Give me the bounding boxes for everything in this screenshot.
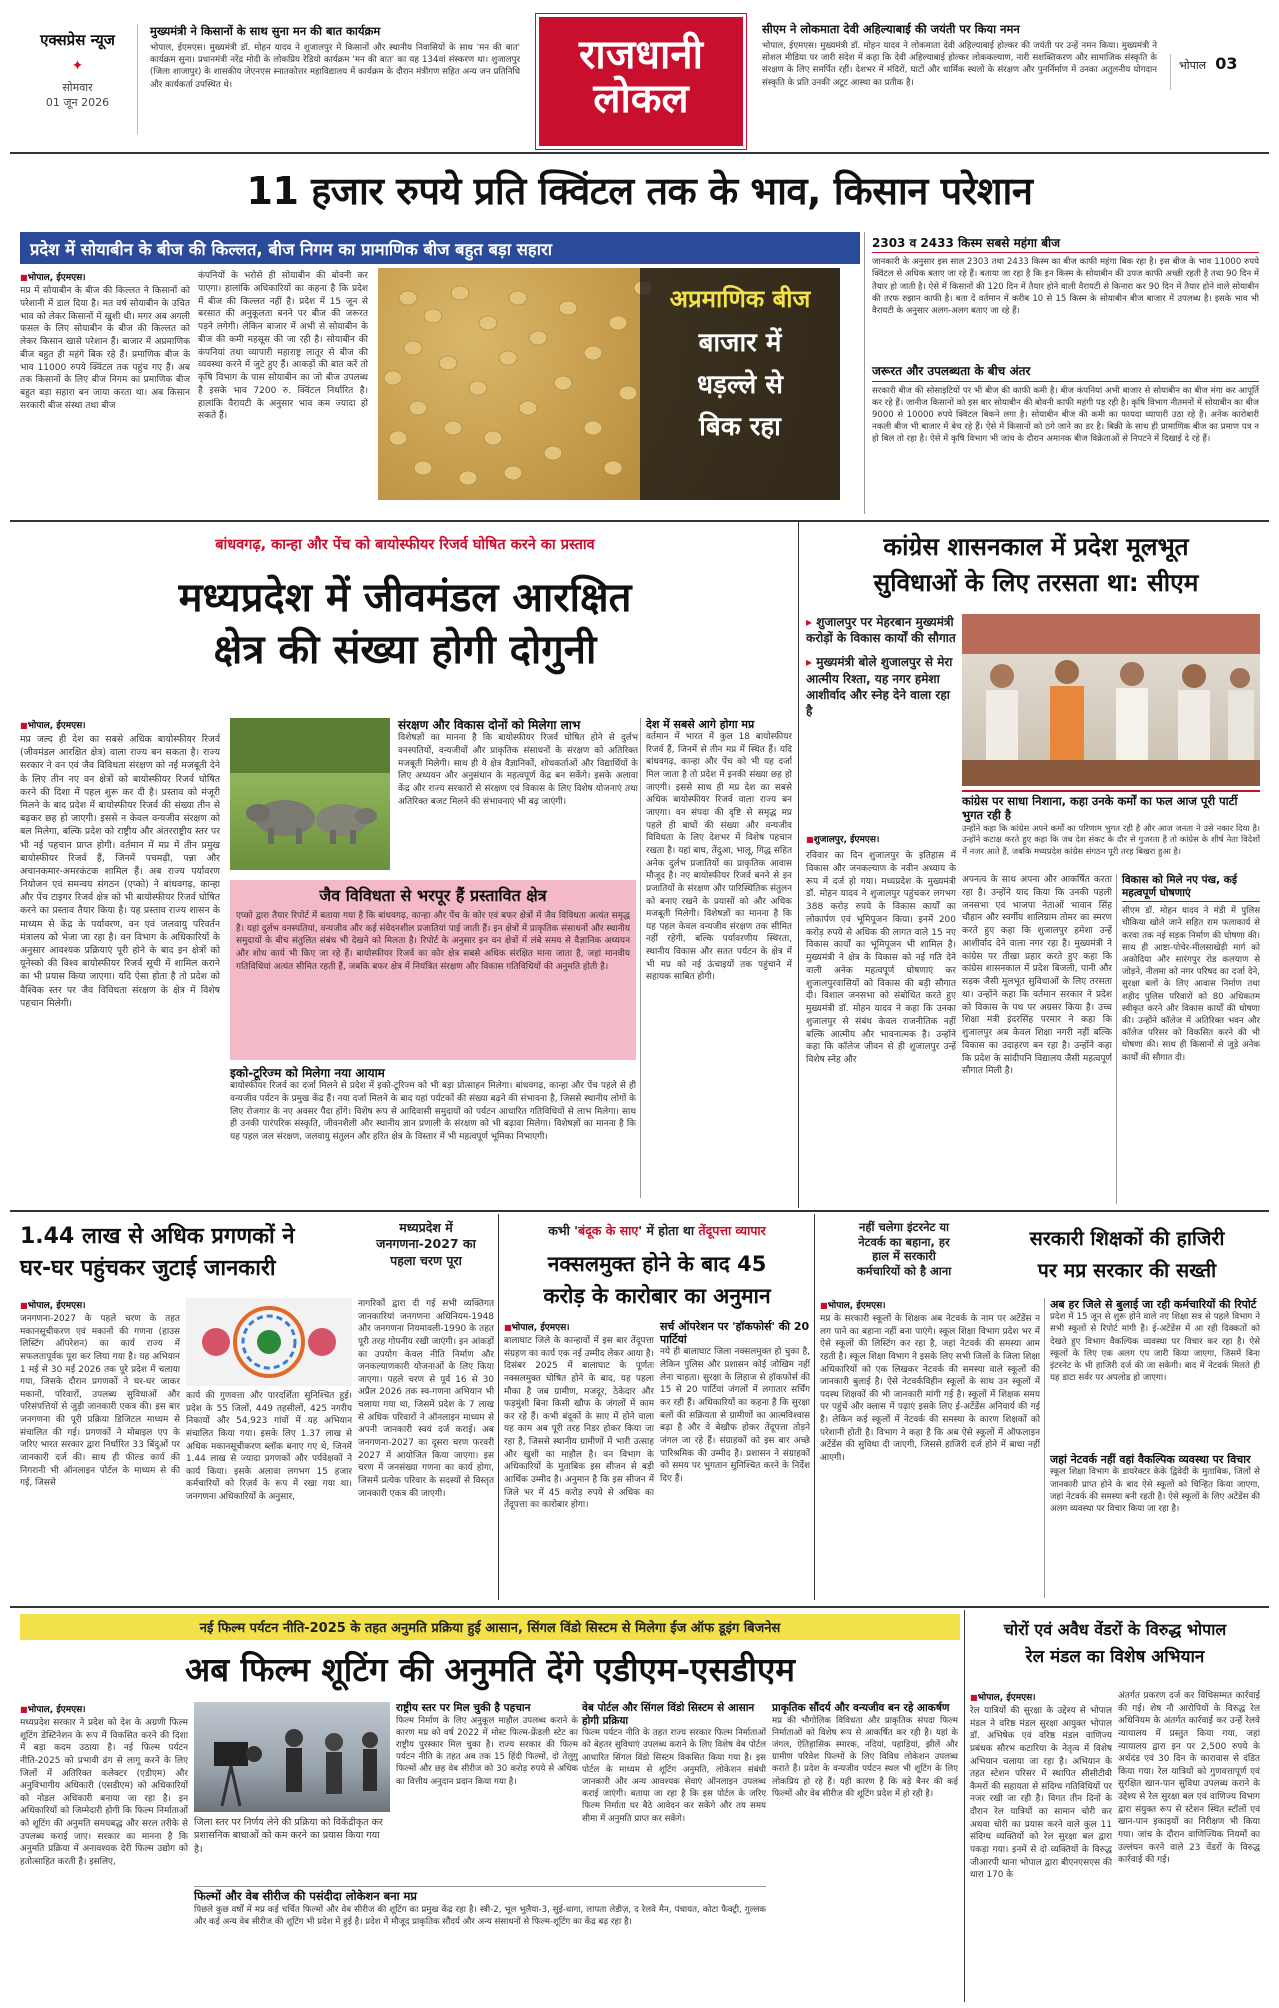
film-shoot-photo [194, 1702, 390, 1812]
top-right-text: भोपाल, ईएमएस। मुख्यमंत्री डॉ. मोहन यादव ने लोकमाता देवी अहिल्याबाई होल्कर की जयंती पर उन्हें नमन किया। मुख्यमंत्री ने सोशल मीडिया पर जारी संदेश में कहा कि देवी अहिल्याबाई होल्कर लोककल्याण, नारी सशक्तिकरण और सामाजिक संस्कृति के संरक्षण के लिए समर्पित रहीं। देशभर में मंदिरों, घाटों और धार्मिक स्थलों के संरक्षण और पुनर्निर्माण में उनका अतुलनीय योगदान संस्कृति के प्रति उनकी अटूट आस्था का प्रतीक है। [762, 41, 1157, 88]
soybean-callout-3: धड़ल्ले से [697, 370, 783, 400]
bio-pink-text: एप्को द्वारा तैयार रिपोर्ट में बताया गया है कि बांधवगढ़, कान्हा और पेंच के कोर एवं बफर क्षेत्रों में जैव विविधता अत्यंत समृद्ध है। यहां दुर्लभ वनस्पतियां, वन्यजीव और कई संवेदनशील प्रजातियां पाई जाती हैं। इन क्षेत्रों में प्राकृतिक संसाधनों और स्थानीय समुदायों के बीच संतुलित संबंध भी देखने को मिलता है। रिपोर्ट के अनुसार इन वन क्षेत्रों में लंबे समय से वैज्ञानिक अध्ययन और शोध कार्य भी किए जा रहे हैं। बायोस्फीयर रिजर्व का कोर क्षेत्र सबसे अधिक संरक्षित माना जाता है, जहां मानवीय गतिविधियां अत्यंत सीमित रहती हैं, जबकि बफर क्षेत्र में नियंत्रित संरक्षण और विकास गतिविधियों की अनुमति होती है। [236, 911, 630, 972]
film-c3-text: फिल्म पर्यटन नीति के तहत राज्य सरकार फिल्म निर्माताओं को बेहतर सुविधाएं उपलब्ध कराने के लिए विशेष वेब पोर्टल आधारित सिंगल विंडो सिस्टम विकसित किया गया है। इस पोर्टल के माध्यम से शूटिंग अनुमति, लोकेशन संबंधी जानकारी और अन्य आवश्यक सेवाएं ऑनलाइन उपलब्ध कराई जाएंगी। बताया जा रहा है कि इस पोर्टल के जरिए फिल्म निर्माता घर बैठे आवेदन कर सकेंगे और तय समय सीमा में अनुमति प्राप्त कर सकेंगे। [582, 1728, 766, 1824]
census-logo-image [186, 1298, 352, 1386]
arrow-icon: ▸ [806, 655, 817, 670]
cong-pull-text: उन्होंने कहा कि कांग्रेस अपने कर्मों का परिणाम भुगत रही है और आज जनता ने उसे नकार दिया है। उन्होंने कटाक्ष करते हुए कहा कि जब देश संकट के दौर से गुजरता है तो कांग्रेस के शीर्ष नेता विदेशों में नजर आते हैं, जबकि मध्यप्रदेश कांग्रेस संगठन पूरी तरह बिखरा हुआ है। [962, 822, 1260, 857]
census-headline-1: 1.44 लाख से अधिक प्रगणकों ने [20, 1224, 295, 1249]
film-bottom-title: फिल्मों और वेब सीरीज की पसंदीदा लोकेशन बना मप्र [194, 1889, 417, 1903]
masthead-date: 01 जून 2026 [45, 96, 110, 109]
film-byline: ■ भोपाल, ईएमएस। [20, 1702, 188, 1715]
bio-eco [230, 1066, 636, 1204]
rail-headline-2: रेल मंडल का विशेष अभियान [1025, 1647, 1205, 1667]
teacher-kicker-2: नेटवर्क का बहाना, हर [858, 1234, 950, 1249]
lead-col1-text: मप्र में सोयाबीन के बीज की किल्लत ने किसानों को परेशानी में डाल दिया है। मत वर्ष सोयाबीन के उचित भाव को लेकर किसानों में खुशी थी। मगर अब अगली फसल के लिए सोयाबीन के बीज की किल्लत को लेकर किसान खासे परेशान हैं। बाजार में अप्रमाणिक बीज बहुत ही महंगे बिक रहे हैं। प्रमाणिक बीज के भाव 11000 रुपये क्विंटल तक पहुंच गए हैं। अब तक किसानों के लिए बीज निगम का प्रमाणिक बीज बहुत बड़ा सहारा बन जाया करता था। अब किसान सरकारी बीज संस्था तथा बीज [20, 286, 190, 411]
page-city: भोपाल [1179, 59, 1207, 72]
rail-headline-1: चोरों एवं अवैध वेंडरों के विरुद्ध भोपाल [1003, 1620, 1227, 1639]
film-c3 [582, 1702, 766, 1882]
teacher-side2-title: जहां नेटवर्क नहीं वहां वैकल्पिक व्यवस्था पर विचार [1050, 1453, 1251, 1467]
film-c2 [396, 1702, 578, 1882]
lead-sidebar [872, 236, 1259, 512]
census-side-hd: मध्यप्रदेश में जनगणना-2027 का पहला चरण पूरा [376, 1220, 476, 1268]
masthead-brand-box [18, 24, 138, 134]
teacher-kicker-4: कर्मचारियों को है आना [856, 1264, 952, 1279]
naxal-kicker-d: तेंदूपत्ता व्यापार [698, 1223, 766, 1238]
film-bottom-text: पिछले कुछ वर्षों में मप्र कई चर्चित फिल्मों और वेब सीरीज की शूटिंग का प्रमुख केंद्र रहा है। स्त्री-2, भूल भुलैया-3, सुई-धागा, लापता लेडीज़, द रेलवे मैन, पंचायत, कोटा फैक्ट्री, गुल्लक और कई अन्य वेब सीरीज की शूटिंग भी प्रदेश में हुई है। प्रदेश में मौजूद प्राकृतिक सौंदर्य और अन्य संसाधनों से फिल्म-शूटिंग का केंद्र बढ़ रहा है। [194, 1904, 766, 1927]
lead-col1 [20, 270, 190, 510]
film-banner [20, 1614, 960, 1640]
bio-mid-title: संरक्षण और विकास दोनों को मिलेगा लाभ [398, 718, 581, 732]
teacher-side1-text: प्रदेश में 15 जून से शुरू होने वाले नए शिक्षा सत्र से पहले विभाग ने सभी स्कूलों से रिपोर्ट मांगी है। ई-अटेंडेंस में आ रही दिक्कतों को देखते हुए विभाग वैकल्पिक व्यवस्था पर विचार कर रहा है। ऐसे स्कूलों के लिए एक अलग एप जारी किया जाएगा, जिसमें बिना इंटरनेट के भी हाजिरी दर्ज की जा सकेगी। बाद में नेटवर्क मिलते ही यह डाटा सर्वर पर अपलोड हो जाएगा। [1050, 1312, 1260, 1384]
rhino-silhouette [230, 718, 390, 870]
cong-side [1122, 874, 1260, 1204]
naxal-col1 [504, 1320, 654, 1600]
top-left-text: भोपाल, ईएमएस। मुख्यमंत्री डॉ. मोहन यादव ने शुजालपुर में किसानों और स्थानीय निवासियों के साथ 'मन की बात' कार्यक्रम सुना। प्रधानमंत्री नरेंद्र मोदी के लोकप्रिय रेडियो कार्यक्रम 'मन की बात' का यह 134वां संस्करण था। शुजालपुर (जिला शाजापुर) के शासकीय जेएनएस स्नातकोत्तर महाविद्यालय में कार्यक्रम के दौरान मंत्रीगण सहित अन्य जन प्रतिनिधि और कार्यकर्ता उपस्थित थे। [150, 43, 520, 90]
bio-col1 [20, 718, 220, 1202]
bio-mid-text: विशेषज्ञों का मानना है कि बायोस्फीयर रिजर्व घोषित होने से दुर्लभ वनस्पतियों, वन्यजीवों और प्राकृतिक संसाधनों के संरक्षण को अतिरिक्त मजबूती मिलेगी। साथ ही ये क्षेत्र वैज्ञानिकों, शोधकर्ताओं और विद्यार्थियों के लिए अध्ययन और अनुसंधान के महत्वपूर्ण केंद्र बन सकेंगे। इसके अलावा केंद्र और राज्य सरकारों से संरक्षण एवं विकास के लिए विशेष योजनाएं तथा अतिरिक्त बजट मिलने की संभावनाएं भी बढ़ जाएंगी। [398, 733, 638, 807]
teacher-kicker [820, 1220, 988, 1279]
soybean-callout-4: बिक रहा [699, 412, 781, 442]
film-img-caption: जिला स्तर पर निर्णय लेने की प्रक्रिया को विकेंद्रीकृत कर प्रशासनिक बाधाओं को कम करने का प्रयास किया गया है। [194, 1817, 383, 1855]
bio-eco-text: बायोस्फीयर रिजर्व का दर्जा मिलने से प्रदेश में इको-टूरिज्म को भी बड़ा प्रोत्साहन मिलेगा। बांधवगढ़, कान्हा और पेंच पहले से ही वन्यजीव पर्यटन के प्रमुख केंद्र हैं। नया दर्जा मिलने के बाद यहां पर्यटकों की संख्या बढ़ने की संभावना है, जिससे स्थानीय लोगों के लिए रोजगार के नए अवसर पैदा होंगे। विशेष रूप से आदिवासी समुदायों को पर्यटन आधारित गतिविधियों से लाभ मिलेगा। साथ ही उनकी पारंपरिक संस्कृति, जीवनशैली और स्थानीय ज्ञान प्रणाली के संरक्षण को भी बढ़ावा मिलेगा। विशेषज्ञों का मानना है कि यह पहल जल संरक्षण, जलवायु संतुलन और हरित क्षेत्र के विस्तार में भी महत्वपूर्ण भूमिका निभाएगी। [230, 1081, 636, 1142]
census-col2 [186, 1390, 352, 1598]
naxal-kicker-a: कभी ' [548, 1223, 579, 1238]
rail-byline: ■ भोपाल, ईएमएस। [970, 1690, 1112, 1703]
film-c4-text: मप्र की भौगोलिक विविधता और प्राकृतिक संपदा फिल्म निर्माताओं को विशेष रूप से आकर्षित कर रही है। यहां के जंगल, ऐतिहासिक स्मारक, नदियां, पहाड़ियां, झीलें और ग्रामीण परिवेश फिल्मों के लिए विविध लोकेशन उपलब्ध कराते हैं। प्रदेश के वन्यजीव पर्यटन स्थल भी शूटिंग के लिए लोकप्रिय हो रहे हैं। यही कारण है कि बड़े बैनर की कई फिल्मों और वेब सीरीज की शूटिंग प्रदेश में हो रही है। [772, 1715, 958, 1799]
soybean-photo [378, 268, 840, 500]
census-col1-text: जनगणना-2027 के पहले चरण के तहत मकानसूचीकरण एवं मकानों की गणना (हाउस लिस्टिंग ऑपरेशन) का कार्य राज्य में सफलतापूर्वक पूरा कर लिया गया है। यह अभियान 1 मई से 30 मई 2026 तक पूरे प्रदेश में चलाया गया, जिसके दौरान प्रगणकों ने घर-घर जाकर मकानों, परिवारों, उपलब्ध सुविधाओं और परिसंपत्तियों से जुड़ी जानकारी एकत्र की। इस बार जनगणना की पूरी प्रक्रिया डिजिटल माध्यम से संचालित की गई। प्रगणकों ने मोबाइल एप के जरिए भारत सरकार द्वारा निर्धारित 33 बिंदुओं पर जानकारी दर्ज की। साथ ही फील्ड कार्य की निगरानी भी ऑनलाइन पोर्टल के माध्यम से की गई, जिससे [20, 1314, 180, 1489]
soybean-callout-1: अप्रमाणिक बीज [669, 285, 811, 313]
naxal-kicker-b: बंदूक के साए [578, 1223, 639, 1238]
bio-right-title: देश में सबसे आगे होगा मप्र [646, 718, 755, 731]
naxal-kicker [504, 1222, 810, 1239]
cong-pull-box [962, 790, 1260, 868]
soybean-callout-2: बाजार में [698, 328, 782, 358]
lead-side2-text: सरकारी बीज की सोसाइटियों पर भी बीज की काफी कमी है। बीज कंपनियां अभी बाजार से सोयाबीन का बीज मंगा कर आपूर्ति कर रहे हैं। जानीज किसानों को इस बार सोयाबीन की बोवनी काफी महंगी पड़ रही है। कृषि विभाग नीतमनों में सोयाबीन का बीज 9000 से 10000 रुपये क्विंटल बिकने लगा है। सोयाबीन बीज की कमी का फायदा व्यापारी उठा रहे हैं। अनेक कारोबारी नकली बीज भी बाजार में बेच रहे हैं। ऐसे में किसानों को ठगे जाने का डर है। बिक्री के साथ ही प्रामाणिक बीज का प्रमाण पत्र न हो बिल तो रहा है। ऐसे में कृषि विभाग भी जांच के दौरान अमानक बीज विक्रेताओं से निपटने में दिखाई दे रहे हैं। [872, 385, 1259, 445]
naxal-sub-title: सर्च ऑपरेशन पर 'हॉकफोर्स' की 20 पार्टियां [660, 1320, 810, 1347]
teacher-headline-1: सरकारी शिक्षकों की हाजिरी [1029, 1227, 1225, 1250]
teacher-kicker-3: हाल में सरकारी [872, 1249, 936, 1264]
teacher-headline-2: पर मप्र सरकार की सख्ती [1037, 1259, 1217, 1282]
lead-banner-text: प्रदेश में सोयाबीन के बीज की किल्लत, बीज निगम का प्रामाणिक बीज बहुत बड़ा सहारा [30, 240, 552, 259]
teacher-col1-text: मप्र के सरकारी स्कूलों के शिक्षक अब नेटवर्क के नाम पर अटेंडेंस न लग पाने का बहाना नहीं बना पाएंगे। स्कूल शिक्षा विभाग प्रदेश भर में ऐसे स्कूलों की लिस्टिंग कर रहा है, जहां नेटवर्क की समस्या आम रहती है। स्कूल शिक्षा विभाग ने इसके लिए सभी जिलों के जिला शिक्षा अधिकारियों को एक लिखकर नेटवर्क की समस्या वाले स्कूलों की जानकारी बुलाई है। ऐसे नेटवर्कविहीन स्कूलों के साथ उन स्कूलों में पदस्थ शिक्षकों की भी जानकारी मांगी गई है। स्कूलों में शिक्षक समय पर पहुंचें और क्लास में पढ़ाएं इसके लिए ई-अटेंडेंस अनिवार्य की गई है। लेकिन कई स्कूलों में नेटवर्क की समस्या के कारण शिक्षकों को परेशानी होती है। विभाग ने कहा है कि अब ऐसे स्कूलों में ऑफलाइन अटेंडेंस की सुविधा दी जाएगी, जिससे हाजिरी दर्ज होने में बाधा नहीं आएगी। [820, 1314, 1040, 1464]
soybean-callout [640, 282, 840, 443]
lead-col2 [198, 270, 368, 510]
top-right-story [762, 22, 1157, 137]
bio-kicker: बांधवगढ़, कान्हा और पेंच को बायोस्फीयर रिजर्व घोषित करने का प्रस्ताव [215, 537, 595, 553]
teacher-side [1050, 1298, 1260, 1600]
cong-side-text: सीएम डॉ. मोहन यादव ने मंडी में पुलिस चौकिया खोले जाने सहित राम फलाकार्य से करवा तक नई सड़क निर्माण की घोषणा की। साथ ही आष्टा-पोचेर-मीलसाखेड़ी मार्ग को अकोदिया और सारंगपुर रोड कलयाण से जोड़ने, नीलमा को नगर परिषद का दर्जा देने, सुरक्षा बलों के लिए आवास निर्माण तथा शहीद पुलिस परिवारों को 80 अधिकतम स्वीकृत करने और विकास कार्यों की घोषणा की। उन्होंने कॉलेज में अतिरिक्त भवन और कॉलेज परिसर को विकसित करने की भी घोषणा की। साथ ही किसानों से जुड़े अनेक कार्यों की सौगात दी। [1122, 906, 1260, 1063]
naxal-byline: ■ भोपाल, ईएमएस। [504, 1320, 654, 1333]
bio-right [646, 718, 792, 1204]
teacher-side1-title: अब हर जिले से बुलाई जा रही कर्मचारियों की रिपोर्ट [1050, 1298, 1257, 1311]
cong-byline: ■ शुजालपुर, ईएमएस। [806, 832, 956, 845]
teacher-col1 [820, 1298, 1040, 1600]
lead-byline: ■ भोपाल, ईएमएस। [20, 270, 190, 283]
lead-col2-text: कंपनियों के भरोसे ही सोयाबीन की बोवनी कर पाएगा। हालांकि अधिकारियों का कहना है कि प्रदेश में बीज की किल्लत नहीं है। प्रदेश में 15 जून से बरसात की अनुकूलता बनने पर बीज की जरूरत पड़ने लगेगी। लेकिन बाजार में अभी से सोयाबीन के बीज की कमी महसूस की जा रही है। सोयाबीन की कंपनियां तथा व्यापारी महाराष्ट्र लातूर से बीज की व्यवस्था करने में जुटे हुए हैं। आकड़ों की बात करें तो कृषि विभाग के पास सोयाबीन का जो बीज उपलब्ध है इसके भाव 7200 रु. क्विंटल निर्धारित है। हालांकि वैरायटी के अनुसार भाव कम ज्यादा हो सकते हैं। [198, 271, 368, 422]
cong-headline-2: सुविधाओं के लिए तरसता था: सीएम [873, 568, 1199, 597]
star-ornament-icon: ✦ [71, 58, 84, 74]
naxal-headline-1: नक्सलमुक्त होने के बाद 45 [547, 1252, 767, 1276]
cong-bullets [806, 614, 956, 828]
top-right-title: सीएम ने लोकमाता देवी अहिल्याबाई की जयंती पर किया नमन [762, 22, 1020, 36]
lead-side1-text: जानकारी के अनुसार इस साल 2303 तथा 2433 किस्म का बीज काफी महंगा बिक रहा है। इस बीज के भाव 11000 रुपये क्विंटल से अधिक बताए जा रहे हैं। बताया जा रहा है कि इन किस्म के सोयाबीन की उपज काफी अच्छी रहती है तथा 90 दिन में तैयार हो जाती है। ऐसे में किसानों की 120 दिन में तैयार होने वाली वैरायटी से किनारा कर 90 दिन में तैयार होने वाले सोयाबीन की तरफ रुझान काफी है। बता दें वर्तमान में करीब 10 से 15 किस्म के सोयाबीन बीज बाजार में उपलब्ध है। इसके भाव भी वैरायटी के अनुसार अलग-अलग बताए जा रहे हैं। [872, 257, 1259, 316]
cong-pull-title: कांग्रेस पर साधा निशाना, कहा उनके कर्मों का फल आज पूरी पार्टी भुगत रही है [962, 794, 1238, 822]
section-title-2: लोकल [593, 76, 689, 122]
census-col2-text: कार्य की गुणवत्ता और पारदर्शिता सुनिश्चित हुई। प्रदेश के 55 जिलों, 449 तहसीलों, 425 नगरीय निकायों और 54,923 गांवों में यह अभियान संचालित किया गया। इसके लिए 1.37 लाख से अधिक मकानसूचीकरण ब्लॉक बनाए गए थे, जिनमें 1.44 लाख से ज्यादा प्रगणकों और पर्यवेक्षकों ने कार्य किया। इसके अलावा लगभग 15 हजार कर्मचारियों को रिज़र्व के रूप में रखा गया था। जनगणना अधिकारियों के अनुसार, [186, 1391, 352, 1503]
bio-headline-2: क्षेत्र की संख्या होगी दोगुनी [213, 627, 597, 673]
cm-event-figures [962, 614, 1260, 786]
naxal-kicker-c: ' में होता था [638, 1223, 699, 1238]
bio-headline-1: मध्यप्रदेश में जीवमंडल आरक्षित [178, 575, 632, 621]
teacher-side2-text: स्कूल शिक्षा विभाग के डायरेक्टर केके द्विवेदी के मुताबिक, जिलों से जानकारी प्राप्त होने के बाद ऐसे स्कूलों को चिन्हित किया जाएगा, जहां नेटवर्क की समस्या बनी रहती है। ऐसे स्कूलों के लिए अटेंडेंस की अलग व्यवस्था पर विचार किया जा रहा है। [1050, 1467, 1260, 1514]
census-col1 [20, 1298, 180, 1598]
cong-col2 [962, 874, 1112, 1204]
bio-right-text: वर्तमान में भारत में कुल 18 बायोस्फीयर रिजर्व हैं, जिनमें से तीन मप्र में स्थित हैं। यदि बांधवगढ़, कान्हा और पेंच को भी यह दर्जा मिल जाता है तो प्रदेश में इनकी संख्या छह हो जाएगी। इससे साथ ही मप्र देश का सबसे अधिक बायोस्फीयर रिजर्व वाला राज्य बन जाएगा। वन संपदा की दृष्टि से समृद्ध मप्र पहले ही बाघों की संख्या और वन्यजीव विविधता के लिए देशभर में विशेष पहचान रखता है। यहां बाघ, तेंदुआ, भालू, गिद्ध सहित अनेक दुर्लभ प्रजातियों का प्राकृतिक आवास मौजूद है। नए बायोस्फीयर रिजर्व बनने से इन प्रजातियों के संरक्षण और पारिस्थितिक संतुलन को बनाए रखने के प्रयासों को और अधिक मजबूती मिलेगी। विशेषज्ञों का मानना है कि यह पहल केवल वन्यजीव संरक्षण तक सीमित नहीं रहेगी, बल्कि पर्यावरणीय स्थिरता, स्थानीय विकास और सतत पर्यटन के क्षेत्र में भी मप्र को नई ऊंचाइयों तक पहुंचाने में सहायक साबित होगी। [646, 732, 792, 983]
bio-col1-text: मप्र जल्द ही देश का सबसे अधिक बायोस्फीयर रिजर्व (जीवमंडल आरक्षित क्षेत्र) वाला राज्य बन सकता है। राज्य सरकार ने वन एवं जैव विविधता संरक्षण को नई मजबूती देने के लिए तीन नए वन क्षेत्रों को बायोस्फीयर रिजर्व घोषित करने की दिशा में पहल शुरू कर दी है। प्रस्ताव को मंजूरी मिलने के बाद प्रदेश में बायोस्फीयर रिजर्व की संख्या तीन से बढ़कर छह हो जाएगी। इससे न केवल वन्यजीव संरक्षण को बल मिलेगा, बल्कि प्रदेश को राष्ट्रीय और अंतरराष्ट्रीय स्तर पर भी नई पहचान प्राप्त होगी। वर्तमान में मप्र में तीन प्रमुख बायोस्फीयर रिजर्व हैं, जिनमें पचमढ़ी, पन्ना और अचानकमार-अमरकंटक शामिल हैं। अब राज्य पर्यावरण नियोजन एवं समन्वय संगठन (एप्को) ने बांधवगढ़, कान्हा और पेंच टाइगर रिजर्व क्षेत्र को भी बायोस्फीयर रिजर्व घोषित करने का प्रस्ताव तैयार किया है। यह प्रस्ताव राज्य शासन के माध्यम से केंद्र के पर्यावरण, वन एवं जलवायु परिवर्तन मंत्रालय को भेजा जा रहा है। वन विभाग के अधिकारियों के अनुसार आवश्यक प्रक्रियाएं पूरी होने के बाद इन क्षेत्रों को यूनेस्को की विश्व बायोस्फीयर रिजर्व सूची में शामिल कराने का भी प्रयास किया जाएगा। यदि ऐसा होता है तो प्रदेश को वैश्विक स्तर पर जैव विविधता संरक्षण के क्षेत्र में विशेष पहचान मिलेगी। [20, 734, 220, 1009]
cong-bullet-1 [806, 614, 956, 646]
census-logo-icon [186, 1298, 352, 1386]
masthead-day: सोमवार [62, 81, 93, 94]
bio-pink-title: जैव विविधता से भरपूर हैं प्रस्तावित क्षेत्र [319, 886, 547, 905]
film-headline: अब फिल्म शूटिंग की अनुमति देंगे एडीएम-एसडीएम [185, 1650, 795, 1689]
bio-byline: ■ भोपाल, ईएमएस। [20, 718, 220, 731]
cong-side-title: विकास को मिले नए पंख, कई महत्वपूर्ण घोषणाएं [1122, 874, 1260, 902]
film-c2-text: फिल्म निर्माण के लिए अनुकूल माहौल उपलब्ध कराने के कारण मप्र को वर्ष 2022 में मोस्ट फिल्म-फ्रेंडली स्टेट का राष्ट्रीय पुरस्कार मिल चुका है। राज्य सरकार की फिल्म पर्यटन नीति के तहत अब तक 15 हिंदी फिल्मों, दो तेलुगु फिल्मों और छह वेब सीरीज को 30 करोड़ रुपये से अधिक का वित्तीय अनुदान प्रदान किया गया है। [396, 1715, 578, 1787]
rail-col1 [970, 1690, 1112, 2002]
section-title-1: राजधानी [579, 32, 703, 78]
lead-side1-title: 2303 व 2433 किस्म सबसे महंगा बीज [872, 236, 1259, 253]
bio-pink-box [230, 880, 636, 1060]
cong-col2-text: अपनत्व के साथ अपना और आकर्षित करता रहा है। उन्होंने याद किया कि उनकी पहली जनसभा एवं भाजपा नेताओं भावान सिंह चौहान और स्वर्गीय शालिग्राम तोमर का स्मरण करते हुए कहा कि शुजालपुर हमेशा उन्हें आशीर्वाद देने वाला नगर रहा है। मुख्यमंत्री ने कांग्रेस पर तीखा प्रहार करते हुए कहा कि कांग्रेस शासनकाल में प्रदेश बिजली, पानी और सड़क जैसी मूलभूत सुविधाओं के लिए तरसता था। उन्होंने कहा कि वर्तमान सरकार ने प्रदेश को विकास के पथ पर अग्रसर किया है। उच्च शिक्षा मंत्री इंदरसिंह परमार ने कहा कि शुजालपुर अब केवल शिक्षा नगरी नहीं बल्कि विकास का उदाहरण बन रहा है। उन्होंने कहा कि प्रदेश के सांदीपनि विद्यालय जैसी महत्वपूर्ण सौगात मिली है। [962, 875, 1112, 1077]
naxal-headline-2: करोड़ के कारोबार का अनुमान [543, 1284, 771, 1308]
rail-col1-text: रेल यात्रियों की सुरक्षा के उद्देश्य से भोपाल मंडल ने वरिष्ठ मंडल सुरक्षा आयुक्त भोपाल डॉ. अभिषेक एवं वरिष्ठ मंडल वाणिज्य प्रबंधक सौरभ कटारिया के नेतृत्व में विशेष अभियान चलाया जा रहा है। अभियान के तहत स्टेशन परिसर में स्थापित सीसीटीवी कैमरों की सहायता से संदिग्ध गतिविधियों पर नजर रखी जा रही है। विगत तीन दिनों के दौरान रेल यात्रियों का सामान चोरी कर अथवा चोरी का प्रयास करने वाले कुल 11 संदिग्ध व्यक्तियों को रेल सुरक्षा बल द्वारा पकड़ा गया। इनमें से दो व्यक्तियों के विरुद्ध जीआरपी थाना भोपाल द्वारा बीएनएसएस की धारा 170 के [970, 1706, 1112, 1881]
top-left-story [150, 24, 520, 134]
top-left-title: मुख्यमंत्री ने किसानों के साथ सुना मन की बात कार्यक्रम [150, 24, 381, 38]
census-headline-2: घर-घर पहुंचकर जुटाई जानकारी [20, 1256, 276, 1281]
cong-col1-text: रविवार का दिन शुजालपुर के इतिहास में विकास और जनकल्याण के नवीन अध्याय के रूप में दर्ज हो गया। मध्यप्रदेश के मुख्यमंत्री डॉ. मोहन यादव ने शुजालपुर पहुंचकर लगभग 388 करोड़ रुपये के विकास कार्यों का लोकार्पण एवं भूमिपूजन किया। इनमें 200 करोड़ रुपये से अधिक की लागत वाले 15 नए विकास कार्यों का भूमिपूजन भी शामिल है। मुख्यमंत्री ने क्षेत्र के विकास को नई गति देने वाली अनेक महत्वपूर्ण घोषणाएं कर शुजालपुरवासियों को विकास की बड़ी सौगात दी। विशाल जनसभा को संबोधित करते हुए मुख्यमंत्री डॉ. मोहन यादव ने कहा कि उनका शुजालपुर से संबंध केवल राजनीतिक नहीं बल्कि आत्मीय और भावनात्मक है। उन्होंने कहा कि कॉलेज जीवन से ही शुजालपुर उन्हें विशेष स्नेह और [806, 851, 956, 1066]
cong-headline-1: कांग्रेस शासनकाल में प्रदेश मूलभूत [883, 532, 1189, 561]
cong-bullet-1-text: शुजालपुर पर मेहरबान मुख्यमंत्री करोड़ों के विकास कार्यों की सौगात [806, 615, 956, 646]
film-c4-title: प्राकृतिक सौंदर्य और वन्यजीव बन रहे आकर्षण [772, 1702, 950, 1714]
lead-side2-title: जरूरत और उपलब्धता के बीच अंतर [872, 364, 1259, 381]
census-byline: ■ भोपाल, ईएमएस। [20, 1298, 180, 1311]
film-banner-text: नई फिल्म पर्यटन नीति-2025 के तहत अनुमति प्रक्रिया हुई आसान, सिंगल विंडो सिस्टम से मिलेगा ईज ऑफ डूइंग बिजनेस [199, 1621, 781, 1636]
naxal-col1-text: बालाघाट जिले के कान्हावों में इस बार तेंदूपत्ता संग्रहण का कार्य एक नई उम्मीद लेकर आया है। दिसंबर 2025 में बालाघाट के पूर्णतः नक्सलमुक्त घोषित होने के बाद, यह पहला मौका है जब ग्रामीण, मजदूर, ठेकेदार और फड़मुंशी बिना किसी खौफ के जंगलों में काम कर रहे हैं। कभी बंदूकों के साए में होने वाला यह काम अब पूरी तरह निडर होकर किया जा रहा है, जिससे स्थानीय ग्रामीणों में भारी उत्साह और खुशी का माहौल है। वन विभाग के अधिकारियों के मुताबिक इस सीजन से बड़ी आर्थिक उम्मीद है। अनुमान है कि इस सीजन में जिले भर में 45 करोड़ रुपये से अधिक का तेंदूपत्ता का कारोबार होगा। [504, 1336, 654, 1511]
film-col1 [20, 1702, 188, 2002]
lead-headline: 11 हजार रुपये प्रति क्विंटल तक के भाव, किसान परेशान [246, 169, 1033, 213]
cm-event-photo [962, 614, 1260, 786]
census-col3 [358, 1298, 494, 1598]
cong-byline-row [806, 832, 956, 847]
masthead [10, 14, 1269, 152]
teacher-byline: ■ भोपाल, ईएमएस। [820, 1298, 1040, 1311]
rail-col2-text: अंतर्गत प्रकरण दर्ज कर विधिसम्मत कार्रवाई की गई। शेष नौ आरोपियों के विरुद्ध रेल अधिनियम के अंतर्गत कार्रवाई कर उन्हें रेलवे न्यायालय में प्रस्तुत किया गया, जहां न्यायालय द्वारा इन पर 2,500 रुपये के अर्थदंड एवं 30 दिन के कारावास से दंडित किया गया। रेल यात्रियों को गुणवत्तापूर्ण एवं सुरक्षित खान-पान सुविधा उपलब्ध कराने के उद्देश्य से रेल सुरक्षा बल एवं वाणिज्य विभाग द्वारा संयुक्त रूप से स्टेशन स्थित स्टॉलों एवं खान-पान इकाइयों का निरीक्षण भी किया गया। जांच के दौरान वाणिज्यिक नियमों का उल्लंघन करने वाले 23 वेंडरों के विरुद्ध कार्रवाई की गई। [1118, 1691, 1260, 1866]
film-c3-title: वेब पोर्टल और सिंगल विंडो सिस्टम से आसान होगी प्रक्रिया [582, 1702, 755, 1727]
film-c2-title: राष्ट्रीय स्तर पर मिल चुकी है पहचान [396, 1702, 531, 1714]
cong-col1 [806, 850, 956, 1204]
naxal-col2 [660, 1320, 810, 1600]
teacher-kicker-1: नहीं चलेगा इंटरनेट या [858, 1220, 949, 1234]
film-bottom [194, 1886, 766, 2002]
naxal-col2-text: नये ही बालाघाट जिला नक्सलमुक्त हो चुका है, लेकिन पुलिस और प्रशासन कोई जोखिम नहीं लेना चाहता। सुरक्षा के लिहाज से हॉकफोर्स की 15 से 20 पार्टियां जंगलों में लगातार सर्चिंग कर रही हैं। अधिकारियों का कहना है कि सुरक्षा बलों की सक्रियता से ग्रामीणों का आत्मविश्वास बढ़ा है और वे बेखौफ होकर तेंदूपत्ता तोड़ने जंगल जा रहे हैं। संग्राहकों को इस बार अच्छे पारिश्रमिक की उम्मीद है। प्रशासन ने संग्राहकों को समय पर भुगतान सुनिश्चित करने के निर्देश दिए हैं। [660, 1347, 810, 1484]
census-col3-text: नागरिकों द्वारा दी गई सभी व्यक्तिगत जानकारियां जनगणना अधिनियम-1948 और जनगणना नियमावली-1990 के तहत पूरी तरह गोपनीय रखी जाएंगी। इन आंकड़ों का उपयोग केवल नीति निर्माण और जनकल्याणकारी योजनाओं के लिए किया जाएगा। पहले चरण से पूर्व 16 से 30 अप्रैल 2026 तक स्व-गणना अभियान भी चलाया गया था, जिसमें प्रदेश के 7 लाख से अधिक परिवारों ने ऑनलाइन माध्यम से अपनी जानकारी स्वयं दर्ज कराई। अब जनगणना-2027 का दूसरा चरण फरवरी 2027 में आयोजित किया जाएगा। इस चरण में जनसंख्या गणना का कार्य होगा, जिसमें प्रत्येक परिवार के सदस्यों से विस्तृत जानकारी एकत्र की जाएगी। [358, 1299, 494, 1499]
rhino-photo [230, 718, 390, 870]
film-c4 [772, 1702, 958, 2002]
bio-eco-title: इको-टूरिज्म को मिलेगा नया आयाम [230, 1066, 385, 1080]
section-title-box [536, 14, 746, 149]
lead-banner [20, 232, 860, 264]
film-camera-crew [194, 1702, 390, 1812]
page-marker [1170, 54, 1265, 90]
arrow-icon: ▸ [806, 615, 817, 629]
page-number: 03 [1215, 54, 1238, 73]
cong-bullet-2 [806, 654, 956, 719]
cong-bullet-2-text: मुख्यमंत्री बोले शुजालपुर से मेरा आत्मीय रिश्ता, यह नगर हमेशा आशीर्वाद और स्नेह देने वाला रहा है [806, 655, 953, 718]
rail-col2 [1118, 1690, 1260, 2002]
film-col1-text: मध्यप्रदेश सरकार ने प्रदेश को देश के अग्रणी फिल्म शूटिंग डेस्टिनेशन के रूप में विकसित करने की दिशा में बड़ा कदम उठाया है। नई फिल्म पर्यटन नीति-2025 को प्रभावी ढंग से लागू करने के लिए जिलों में अतिरिक्त कलेक्टर (एडीएम) और अनुविभागीय अधिकारी (एसडीएम) को अधिकारियों को नोडल अधिकारी बनाया जा रहा है। इन अधिकारियों को जिम्मेदारी होगी कि फिल्म निर्माताओं को शूटिंग की अनुमति समयबद्ध और सरल तरीके से उपलब्ध कराई जाए। सरकार का मानना है कि अनुमति प्रक्रिया में अनावश्यक देरी फिल्म उद्योग को हतोत्साहित करती है। इसलिए, [20, 1718, 188, 1868]
paper-name: एक्सप्रेस न्यूज [40, 31, 115, 49]
bio-mid [398, 718, 638, 878]
